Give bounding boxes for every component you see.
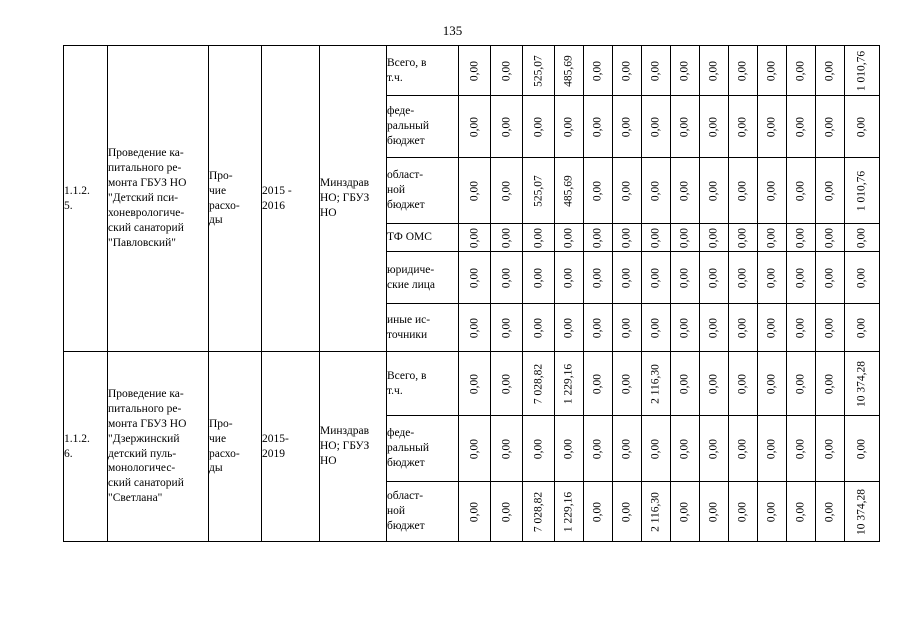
amount-value: 0,00 (678, 227, 691, 248)
amount-value: 7 028,82 (532, 363, 545, 404)
amount-cell (459, 252, 491, 304)
amount-value: 0,00 (678, 116, 691, 137)
amount-value: 525,07 (532, 174, 545, 207)
amount-cell (671, 252, 700, 304)
amount-cell (459, 46, 491, 96)
amount-value: 0,00 (823, 317, 836, 338)
amount-value: 0,00 (736, 373, 749, 394)
amount-value: 485,69 (562, 174, 575, 207)
amount-value: 0,00 (591, 227, 604, 248)
amount-cell (459, 482, 491, 542)
amount-value: 0,00 (765, 267, 778, 288)
amount-value: 0,00 (500, 373, 513, 394)
amount-cell (584, 482, 613, 542)
amount-value: 0,00 (678, 501, 691, 522)
amount-cell (613, 304, 642, 352)
amount-cell (491, 46, 523, 96)
amount-cell (758, 252, 787, 304)
amount-cell (523, 352, 555, 416)
amount-value: 0,00 (649, 227, 662, 248)
amount-cell (459, 158, 491, 224)
amount-value: 0,00 (707, 60, 720, 81)
amount-value: 0,00 (500, 317, 513, 338)
amount-cell (613, 158, 642, 224)
amount-cell (787, 158, 816, 224)
amount-value: 0,00 (855, 317, 868, 338)
responsible-executor: Минздрав НО; ГБУЗ НО (320, 352, 387, 542)
funding-source-label: Всего, в т.ч. (387, 46, 459, 96)
amount-cell (700, 252, 729, 304)
amount-value: 0,00 (620, 267, 633, 288)
amount-cell (555, 416, 584, 482)
amount-cell (491, 352, 523, 416)
amount-cell (700, 224, 729, 252)
amount-value: 0,00 (591, 180, 604, 201)
amount-cell (584, 46, 613, 96)
amount-cell (523, 224, 555, 252)
amount-value: 0,00 (707, 317, 720, 338)
amount-cell (523, 304, 555, 352)
amount-value: 0,00 (468, 501, 481, 522)
amount-value: 0,00 (794, 501, 807, 522)
amount-cell (671, 224, 700, 252)
amount-value: 0,00 (532, 116, 545, 137)
amount-cell (700, 158, 729, 224)
amount-cell (729, 416, 758, 482)
responsible-executor: Минздрав НО; ГБУЗ НО (320, 46, 387, 352)
amount-value: 0,00 (823, 373, 836, 394)
amount-cell (642, 252, 671, 304)
amount-cell (613, 352, 642, 416)
amount-value: 0,00 (823, 60, 836, 81)
amount-value: 0,00 (736, 60, 749, 81)
amount-cell (459, 96, 491, 158)
amount-value: 0,00 (500, 267, 513, 288)
amount-value: 0,00 (468, 227, 481, 248)
amount-value: 0,00 (649, 180, 662, 201)
amount-cell (613, 482, 642, 542)
amount-value: 485,69 (562, 54, 575, 87)
amount-value: 0,00 (794, 438, 807, 459)
amount-value: 0,00 (591, 116, 604, 137)
amount-cell (642, 224, 671, 252)
amount-cell (845, 252, 880, 304)
amount-cell (729, 482, 758, 542)
amount-value: 0,00 (620, 501, 633, 522)
amount-cell (758, 96, 787, 158)
amount-cell (729, 304, 758, 352)
amount-value: 0,00 (823, 116, 836, 137)
amount-value: 0,00 (765, 180, 778, 201)
amount-value: 2 116,30 (649, 491, 662, 532)
amount-cell (523, 96, 555, 158)
amount-value: 0,00 (794, 373, 807, 394)
amount-cell (845, 482, 880, 542)
amount-cell (700, 304, 729, 352)
amount-cell (700, 96, 729, 158)
amount-value: 0,00 (500, 227, 513, 248)
amount-cell (729, 252, 758, 304)
amount-value: 0,00 (765, 373, 778, 394)
amount-cell (758, 158, 787, 224)
amount-cell (491, 96, 523, 158)
amount-cell (642, 482, 671, 542)
amount-cell (555, 352, 584, 416)
amount-value: 0,00 (468, 116, 481, 137)
amount-value: 0,00 (855, 227, 868, 248)
amount-value: 0,00 (620, 227, 633, 248)
amount-value: 0,00 (591, 317, 604, 338)
amount-cell (816, 96, 845, 158)
amount-value: 0,00 (500, 60, 513, 81)
amount-value: 0,00 (678, 373, 691, 394)
item-name: Проведение ка- питального ре- монта ГБУЗ НО "Дзержинский детский пуль- монологичес- ский санаторий "Светлана" (108, 352, 209, 542)
amount-cell (491, 224, 523, 252)
amount-value: 0,00 (649, 267, 662, 288)
amount-cell (491, 252, 523, 304)
funding-source-label: ТФ ОМС (387, 224, 459, 252)
amount-value: 0,00 (765, 227, 778, 248)
amount-cell (555, 252, 584, 304)
amount-cell (555, 46, 584, 96)
funding-source-label: област- ной бюджет (387, 158, 459, 224)
funding-source-label: иные ис- точники (387, 304, 459, 352)
amount-cell (816, 352, 845, 416)
amount-value: 0,00 (468, 317, 481, 338)
amount-value: 0,00 (707, 267, 720, 288)
amount-cell (555, 304, 584, 352)
amount-value: 0,00 (794, 267, 807, 288)
amount-value: 0,00 (823, 438, 836, 459)
amount-value: 0,00 (620, 438, 633, 459)
amount-cell (787, 304, 816, 352)
amount-value: 0,00 (620, 317, 633, 338)
amount-cell (816, 46, 845, 96)
amount-value: 0,00 (532, 267, 545, 288)
amount-value: 10 374,28 (855, 360, 868, 407)
amount-cell (787, 46, 816, 96)
amount-cell (816, 252, 845, 304)
amount-cell (671, 304, 700, 352)
amount-value: 1 229,16 (562, 491, 575, 532)
amount-cell (729, 46, 758, 96)
amount-cell (584, 158, 613, 224)
amount-value: 0,00 (765, 60, 778, 81)
amount-value: 0,00 (707, 227, 720, 248)
amount-value: 0,00 (823, 227, 836, 248)
amount-cell (845, 416, 880, 482)
amount-value: 0,00 (468, 373, 481, 394)
amount-cell (671, 96, 700, 158)
amount-value: 525,07 (532, 54, 545, 87)
amount-value: 0,00 (794, 116, 807, 137)
amount-cell (642, 416, 671, 482)
amount-cell (491, 304, 523, 352)
amount-value: 0,00 (649, 60, 662, 81)
amount-value: 0,00 (678, 267, 691, 288)
amount-cell (787, 416, 816, 482)
amount-value: 1 010,76 (855, 50, 868, 91)
amount-cell (555, 482, 584, 542)
amount-cell (671, 352, 700, 416)
amount-value: 0,00 (855, 116, 868, 137)
amount-cell (816, 416, 845, 482)
amount-cell (758, 416, 787, 482)
amount-cell (671, 158, 700, 224)
amount-cell (700, 46, 729, 96)
amount-cell (729, 96, 758, 158)
amount-value: 0,00 (736, 438, 749, 459)
funding-source-label: Всего, в т.ч. (387, 352, 459, 416)
amount-value: 0,00 (532, 317, 545, 338)
amount-cell (584, 252, 613, 304)
amount-cell (555, 158, 584, 224)
amount-value: 0,00 (649, 317, 662, 338)
amount-value: 10 374,28 (855, 488, 868, 535)
amount-cell (642, 158, 671, 224)
amount-value: 0,00 (500, 180, 513, 201)
amount-cell (491, 416, 523, 482)
amount-value: 0,00 (707, 501, 720, 522)
amount-value: 0,00 (500, 501, 513, 522)
amount-value: 0,00 (591, 267, 604, 288)
amount-cell (729, 352, 758, 416)
amount-cell (845, 158, 880, 224)
amount-value: 0,00 (794, 227, 807, 248)
amount-cell (845, 96, 880, 158)
amount-value: 0,00 (591, 373, 604, 394)
amount-value: 0,00 (765, 438, 778, 459)
amount-cell (555, 96, 584, 158)
amount-value: 0,00 (678, 317, 691, 338)
amount-cell (816, 158, 845, 224)
table-row (64, 352, 880, 416)
amount-cell (816, 224, 845, 252)
amount-value: 0,00 (794, 317, 807, 338)
amount-value: 0,00 (500, 438, 513, 459)
amount-cell (845, 352, 880, 416)
amount-cell (845, 46, 880, 96)
amount-value: 0,00 (707, 180, 720, 201)
amount-cell (758, 224, 787, 252)
amount-value: 0,00 (823, 267, 836, 288)
amount-value: 1 229,16 (562, 363, 575, 404)
amount-cell (523, 158, 555, 224)
amount-cell (642, 352, 671, 416)
amount-value: 0,00 (736, 317, 749, 338)
amount-value: 0,00 (736, 116, 749, 137)
amount-cell (758, 352, 787, 416)
amount-cell (758, 46, 787, 96)
funding-source-label: област- ной бюджет (387, 482, 459, 542)
amount-value: 0,00 (500, 116, 513, 137)
amount-cell (787, 96, 816, 158)
item-number: 1.1.2. 5. (64, 46, 108, 352)
funding-source-label: феде- ральный бюджет (387, 416, 459, 482)
amount-value: 0,00 (562, 227, 575, 248)
amount-cell (671, 482, 700, 542)
amount-value: 0,00 (855, 267, 868, 288)
amount-cell (787, 224, 816, 252)
table-row (64, 46, 880, 96)
amount-cell (613, 46, 642, 96)
funding-source-label: феде- ральный бюджет (387, 96, 459, 158)
amount-cell (491, 158, 523, 224)
amount-value: 0,00 (562, 438, 575, 459)
amount-value: 0,00 (855, 438, 868, 459)
amount-cell (459, 416, 491, 482)
implementation-period: 2015 - 2016 (262, 46, 320, 352)
amount-cell (642, 96, 671, 158)
amount-value: 0,00 (794, 180, 807, 201)
amount-cell (491, 482, 523, 542)
expense-type: Про- чие расхо- ды (209, 46, 262, 352)
amount-value: 0,00 (468, 267, 481, 288)
amount-cell (459, 304, 491, 352)
amount-value: 0,00 (620, 60, 633, 81)
amount-cell (642, 304, 671, 352)
amount-cell (787, 482, 816, 542)
amount-cell (671, 46, 700, 96)
amount-value: 0,00 (678, 180, 691, 201)
amount-value: 0,00 (678, 438, 691, 459)
amount-cell (584, 416, 613, 482)
amount-cell (671, 416, 700, 482)
amount-cell (459, 352, 491, 416)
amount-cell (700, 352, 729, 416)
amount-value: 0,00 (707, 116, 720, 137)
amount-value: 0,00 (736, 180, 749, 201)
amount-value: 0,00 (649, 116, 662, 137)
amount-value: 0,00 (823, 180, 836, 201)
amount-cell (729, 158, 758, 224)
page-number: 135 (442, 23, 463, 38)
amount-value: 2 116,30 (649, 363, 662, 404)
amount-value: 0,00 (765, 116, 778, 137)
amount-value: 0,00 (468, 60, 481, 81)
amount-value: 0,00 (707, 373, 720, 394)
expense-type: Про- чие расхо- ды (209, 352, 262, 542)
funding-source-label: юридиче- ские лица (387, 252, 459, 304)
amount-value: 0,00 (562, 267, 575, 288)
amount-cell (613, 224, 642, 252)
amount-cell (700, 416, 729, 482)
amount-value: 0,00 (591, 60, 604, 81)
budget-table (63, 45, 880, 542)
amount-cell (523, 252, 555, 304)
amount-cell (845, 304, 880, 352)
item-number: 1.1.2. 6. (64, 352, 108, 542)
amount-cell (787, 352, 816, 416)
amount-value: 0,00 (765, 501, 778, 522)
amount-cell (523, 416, 555, 482)
amount-cell (758, 304, 787, 352)
amount-value: 0,00 (620, 373, 633, 394)
amount-value: 0,00 (678, 60, 691, 81)
amount-cell (613, 416, 642, 482)
amount-cell (787, 252, 816, 304)
amount-cell (523, 46, 555, 96)
amount-cell (700, 482, 729, 542)
amount-value: 0,00 (532, 227, 545, 248)
amount-value: 0,00 (736, 267, 749, 288)
amount-cell (816, 482, 845, 542)
amount-value: 0,00 (532, 438, 545, 459)
amount-value: 0,00 (468, 180, 481, 201)
amount-cell (555, 224, 584, 252)
amount-cell (613, 252, 642, 304)
amount-cell (584, 96, 613, 158)
amount-value: 0,00 (468, 438, 481, 459)
amount-value: 1 010,76 (855, 170, 868, 211)
amount-value: 0,00 (765, 317, 778, 338)
amount-cell (816, 304, 845, 352)
amount-cell (523, 482, 555, 542)
amount-value: 0,00 (591, 501, 604, 522)
amount-value: 0,00 (736, 501, 749, 522)
amount-value: 7 028,82 (532, 491, 545, 532)
amount-cell (459, 224, 491, 252)
amount-cell (642, 46, 671, 96)
amount-cell (584, 224, 613, 252)
amount-cell (729, 224, 758, 252)
amount-cell (584, 304, 613, 352)
amount-value: 0,00 (562, 116, 575, 137)
amount-value: 0,00 (591, 438, 604, 459)
implementation-period: 2015- 2019 (262, 352, 320, 542)
amount-cell (584, 352, 613, 416)
amount-value: 0,00 (707, 438, 720, 459)
amount-value: 0,00 (562, 317, 575, 338)
amount-value: 0,00 (620, 180, 633, 201)
amount-value: 0,00 (823, 501, 836, 522)
item-name: Проведение ка- питального ре- монта ГБУЗ НО "Детский пси- хоневрологиче- ский санаторий "Павловский" (108, 46, 209, 352)
amount-value: 0,00 (649, 438, 662, 459)
amount-cell (613, 96, 642, 158)
amount-cell (758, 482, 787, 542)
amount-cell (845, 224, 880, 252)
amount-value: 0,00 (794, 60, 807, 81)
amount-value: 0,00 (620, 116, 633, 137)
amount-value: 0,00 (736, 227, 749, 248)
